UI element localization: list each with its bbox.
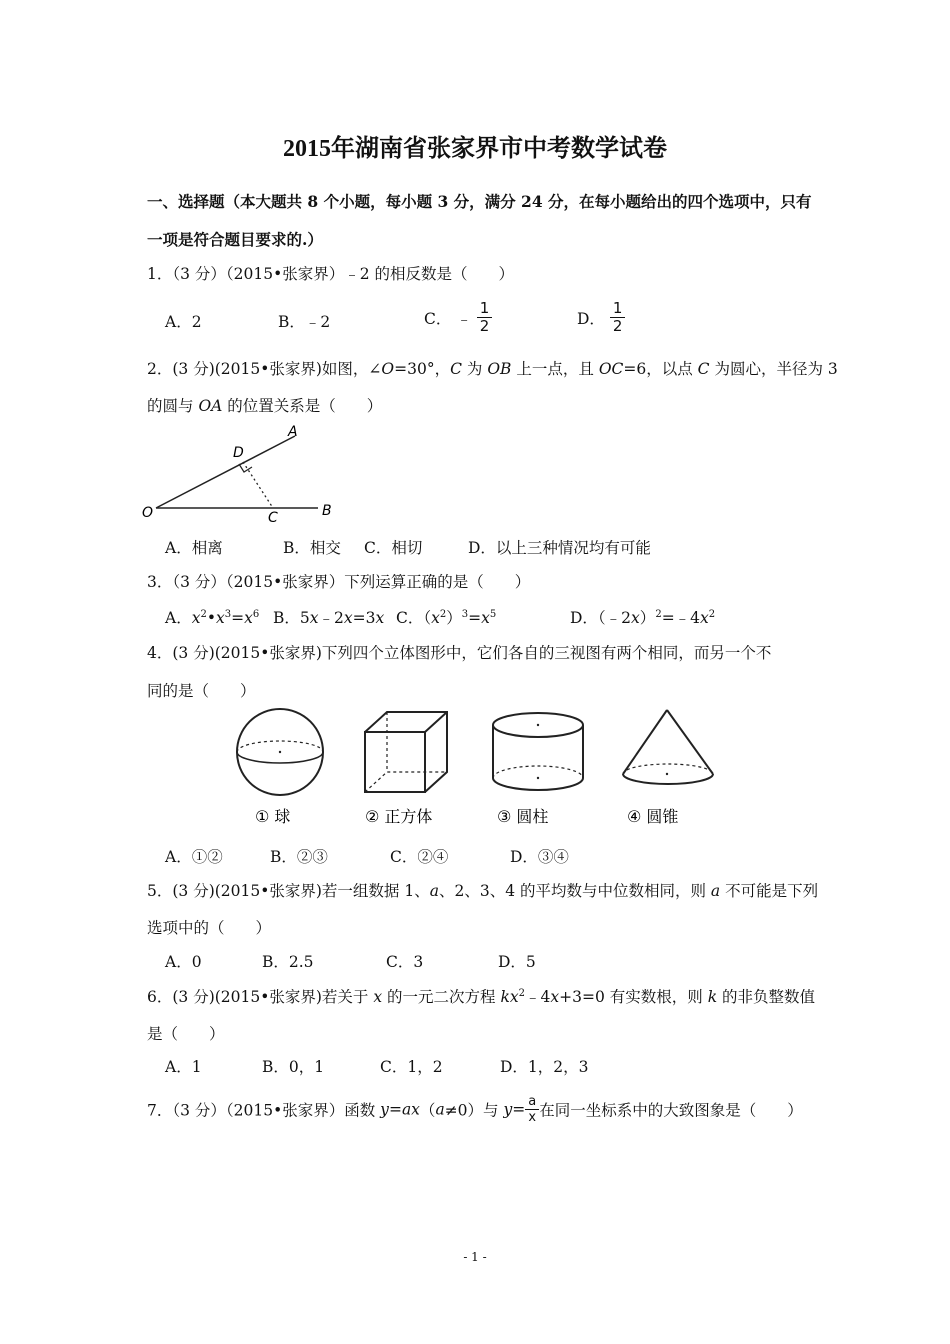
question-5-stem: 5．(3 分)(2015•张家界)若一组数据 1、a、2、3、4 的平均数与中位数相同，则 a 不可能是下列 xyxy=(147,882,819,900)
q4-solid-figures xyxy=(225,700,735,835)
question-4-stem-cont: 同的是（ ） xyxy=(147,682,256,700)
page-number: - 1 - xyxy=(463,1250,487,1264)
q1-option-d: D． $\frac{1}{2}$ xyxy=(577,300,625,335)
page-title: 2015年湖南省张家界市中考数学试卷 xyxy=(283,136,667,162)
q1-option-c: C． ﹣ $\frac{1}{2}$ xyxy=(424,300,492,335)
section-heading-cont: 一项是符合题目要求的.） xyxy=(147,230,323,249)
q5-option-a: A．0 xyxy=(165,953,202,971)
cube-figure xyxy=(365,712,447,792)
cube-label: ② 正方体 xyxy=(365,807,433,826)
q3-option-c: C．$(x^2)^3=x^5$ xyxy=(396,609,497,627)
question-2-stem-cont: 的圆与 OA 的位置关系是（ ） xyxy=(147,397,383,415)
q6-option-c: C．1，2 xyxy=(380,1058,443,1076)
q6-option-d: D．1，2，3 xyxy=(500,1058,589,1076)
question-6-stem: 6．(3 分)(2015•张家界)若关于 x 的一元二次方程 $kx^2﹣4x+3=0$ 有实数根，则 k 的非负整数值 xyxy=(147,988,816,1006)
cone-figure xyxy=(623,710,713,784)
q3-option-d: D．$(﹣2x)^2=﹣4x^2$ xyxy=(570,609,716,627)
section-heading: 一、选择题（本大题共 8 个小题，每小题 3 分，满分 24 分，在每小题给出的四个选项中，只有 xyxy=(147,192,812,211)
q2-angle-figure xyxy=(140,420,350,530)
question-3-stem: 3．（3 分）（2015•张家界）下列运算正确的是（ ） xyxy=(147,573,531,591)
cylinder-label: ③ 圆柱 xyxy=(497,807,549,826)
q2-option-a: A．相离 xyxy=(165,539,223,557)
question-7-stem: 7．（3 分）（2015•张家界）函数 y=ax（a≠0）与 y= $\frac{a}{x}$ 在同一坐标系中的大致图象是（ ） xyxy=(147,1094,803,1125)
question-6-stem-cont: 是（ ） xyxy=(147,1025,225,1043)
q4-option-c: C．②④ xyxy=(390,848,449,866)
point-d-label: D xyxy=(233,445,244,461)
q5-option-c: C．3 xyxy=(386,953,424,971)
q5-option-b: B．2.5 xyxy=(262,953,314,971)
q2-option-b: B．相交 xyxy=(283,539,341,557)
q4-option-d: D．③④ xyxy=(510,848,569,866)
sphere-figure xyxy=(237,709,323,795)
q6-option-b: B．0，1 xyxy=(262,1058,325,1076)
question-5-stem-cont: 选项中的（ ） xyxy=(147,919,272,937)
sphere-label: ① 球 xyxy=(255,807,291,826)
cylinder-figure xyxy=(493,713,583,790)
q5-option-d: D．5 xyxy=(498,953,536,971)
point-o-label: O xyxy=(142,505,154,521)
question-4-stem: 4．(3 分)(2015•张家界)下列四个立体图形中，它们各自的三视图有两个相同，而另一个不 xyxy=(147,644,772,662)
q6-option-a: A．1 xyxy=(165,1058,202,1076)
q3-option-a: A．$x^2•x^3=x^6$ xyxy=(165,609,260,627)
q3-option-b: B．5x﹣2x=3x xyxy=(273,609,385,627)
question-1-stem: 1．（3 分）（2015•张家界）﹣2 的相反数是（ ） xyxy=(147,265,515,283)
question-2-stem: 2．(3 分)(2015•张家界)如图，∠O=30°，C 为 OB 上一点，且 OC=6，以点 C 为圆心，半径为 3 xyxy=(147,360,838,378)
q2-option-c: C．相切 xyxy=(364,539,423,557)
q1-option-a: A．2 xyxy=(165,313,202,331)
point-c-label: C xyxy=(268,510,278,526)
point-b-label: B xyxy=(322,503,332,519)
q4-option-a: A．①② xyxy=(165,848,223,866)
point-a-label: A xyxy=(288,424,298,440)
q4-option-b: B．②③ xyxy=(270,848,328,866)
cone-label: ④ 圆锥 xyxy=(627,807,679,826)
q2-option-d: D．以上三种情况均有可能 xyxy=(468,539,651,557)
q1-option-b: B．﹣2 xyxy=(278,313,331,331)
